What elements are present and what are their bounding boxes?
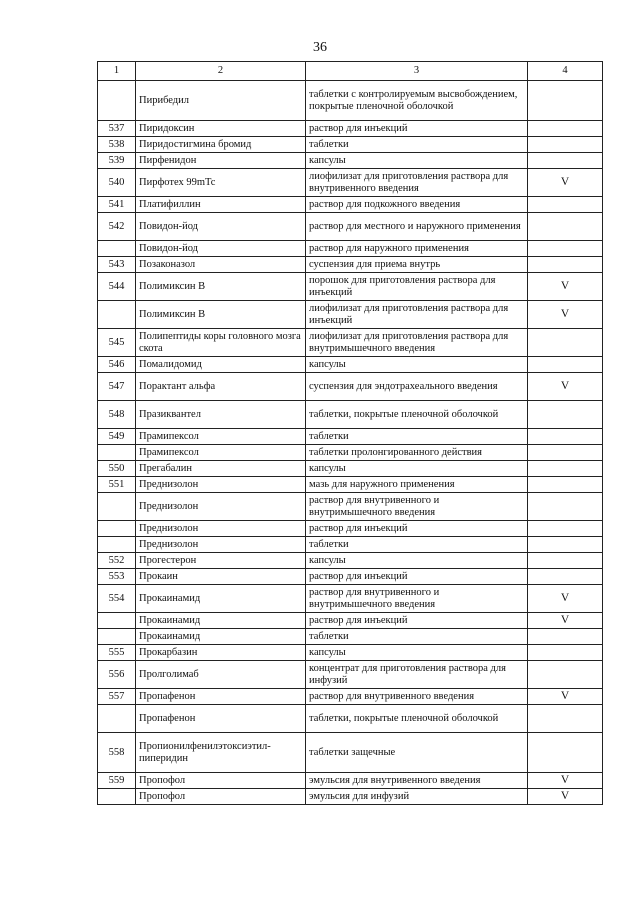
table-row — [98, 373, 603, 401]
row-number — [98, 493, 136, 521]
mark-cell: V — [528, 373, 603, 401]
mark-cell — [528, 357, 603, 373]
mark-cell — [528, 477, 603, 493]
table-row — [98, 137, 603, 153]
row-number: 538 — [98, 137, 136, 153]
mark-cell — [528, 137, 603, 153]
mark-cell — [528, 645, 603, 661]
row-number — [98, 521, 136, 537]
row-number: 552 — [98, 553, 136, 569]
row-number: 544 — [98, 273, 136, 301]
table-row — [98, 629, 603, 645]
table-row — [98, 401, 603, 429]
table-row — [98, 789, 603, 805]
dosage-form: капсулы — [306, 357, 528, 373]
mark-cell — [528, 537, 603, 553]
drug-name: Пирфенидон — [136, 153, 306, 169]
table-row — [98, 461, 603, 477]
table-row — [98, 169, 603, 197]
mark-cell: V — [528, 689, 603, 705]
dosage-form: таблетки — [306, 629, 528, 645]
mark-cell: V — [528, 273, 603, 301]
row-number — [98, 81, 136, 121]
dosage-form: раствор для подкожного введения — [306, 197, 528, 213]
dosage-form: раствор для инъекций — [306, 613, 528, 629]
row-number: 539 — [98, 153, 136, 169]
dosage-form: раствор для внутривенного и внутримышечного введения — [306, 493, 528, 521]
row-number: 547 — [98, 373, 136, 401]
table-row — [98, 585, 603, 613]
drug-name: Пирибедил — [136, 81, 306, 121]
table-row — [98, 569, 603, 585]
mark-cell — [528, 121, 603, 137]
mark-cell: V — [528, 613, 603, 629]
table-row — [98, 121, 603, 137]
row-number: 537 — [98, 121, 136, 137]
dosage-form: суспензия для эндотрахеального введения — [306, 373, 528, 401]
dosage-form: раствор для наружного применения — [306, 241, 528, 257]
row-number — [98, 613, 136, 629]
mark-cell — [528, 461, 603, 477]
dosage-form: раствор для местного и наружного применения — [306, 213, 528, 241]
dosage-form: раствор для внутривенного и внутримышечного введения — [306, 585, 528, 613]
drug-name: Преднизолон — [136, 477, 306, 493]
mark-cell — [528, 241, 603, 257]
dosage-form: капсулы — [306, 553, 528, 569]
col-header-number: 1 — [98, 62, 136, 81]
row-number: 556 — [98, 661, 136, 689]
drug-name: Преднизолон — [136, 493, 306, 521]
drug-name: Прамипексол — [136, 445, 306, 461]
row-number: 545 — [98, 329, 136, 357]
drug-name: Пиридоксин — [136, 121, 306, 137]
table-row — [98, 257, 603, 273]
drug-name: Пропофол — [136, 789, 306, 805]
dosage-form: таблетки — [306, 537, 528, 553]
drug-name: Преднизолон — [136, 537, 306, 553]
mark-cell: V — [528, 301, 603, 329]
mark-cell: V — [528, 773, 603, 789]
table-row — [98, 645, 603, 661]
table-row — [98, 705, 603, 733]
table-row — [98, 521, 603, 537]
row-number: 543 — [98, 257, 136, 273]
table-row — [98, 301, 603, 329]
dosage-form: порошок для приготовления раствора для инъекций — [306, 273, 528, 301]
dosage-form: таблетки защечные — [306, 733, 528, 773]
drug-name: Пирфотех 99mTc — [136, 169, 306, 197]
drug-name: Пиридостигмина бромид — [136, 137, 306, 153]
dosage-form: таблетки — [306, 137, 528, 153]
drug-name: Преднизолон — [136, 521, 306, 537]
row-number: 548 — [98, 401, 136, 429]
row-number — [98, 301, 136, 329]
drug-name: Полимиксин В — [136, 273, 306, 301]
mark-cell: V — [528, 789, 603, 805]
table-header-row — [98, 62, 603, 81]
drug-name: Полимиксин В — [136, 301, 306, 329]
table-row — [98, 661, 603, 689]
col-header-name: 2 — [136, 62, 306, 81]
table-row — [98, 153, 603, 169]
drug-name: Позаконазол — [136, 257, 306, 273]
row-number: 559 — [98, 773, 136, 789]
dosage-form: таблетки — [306, 429, 528, 445]
row-number: 540 — [98, 169, 136, 197]
mark-cell — [528, 197, 603, 213]
dosage-form: раствор для инъекций — [306, 569, 528, 585]
table-row — [98, 493, 603, 521]
row-number — [98, 537, 136, 553]
row-number — [98, 445, 136, 461]
dosage-form: мазь для наружного применения — [306, 477, 528, 493]
mark-cell — [528, 213, 603, 241]
mark-cell: V — [528, 169, 603, 197]
col-header-form: 3 — [306, 62, 528, 81]
dosage-form: раствор для инъекций — [306, 121, 528, 137]
mark-cell — [528, 629, 603, 645]
dosage-form: концентрат для приготовления раствора для инфузий — [306, 661, 528, 689]
dosage-form: эмульсия для инфузий — [306, 789, 528, 805]
dosage-form: эмульсия для внутривенного введения — [306, 773, 528, 789]
mark-cell — [528, 553, 603, 569]
mark-cell — [528, 521, 603, 537]
row-number: 546 — [98, 357, 136, 373]
drug-name: Пропофол — [136, 773, 306, 789]
drug-name: Празиквантел — [136, 401, 306, 429]
drug-name: Повидон-йод — [136, 213, 306, 241]
table-row — [98, 445, 603, 461]
dosage-form: раствор для внутривенного введения — [306, 689, 528, 705]
row-number — [98, 705, 136, 733]
drug-name: Прокарбазин — [136, 645, 306, 661]
mark-cell — [528, 705, 603, 733]
mark-cell: V — [528, 585, 603, 613]
row-number: 558 — [98, 733, 136, 773]
dosage-form: лиофилизат для приготовления раствора для внутримышечного введения — [306, 329, 528, 357]
mark-cell — [528, 661, 603, 689]
drug-table — [97, 61, 603, 805]
dosage-form: таблетки, покрытые пленочной оболочкой — [306, 705, 528, 733]
drug-name: Прегабалин — [136, 461, 306, 477]
dosage-form: таблетки, покрытые пленочной оболочкой — [306, 401, 528, 429]
row-number: 549 — [98, 429, 136, 445]
drug-name: Прогестерон — [136, 553, 306, 569]
table-row — [98, 477, 603, 493]
drug-name: Пропионилфенилэтоксиэтил-пиперидин — [136, 733, 306, 773]
drug-name: Прокаинамид — [136, 629, 306, 645]
dosage-form: лиофилизат для приготовления раствора для инъекций — [306, 301, 528, 329]
mark-cell — [528, 493, 603, 521]
row-number: 553 — [98, 569, 136, 585]
drug-name: Прамипексол — [136, 429, 306, 445]
table-row — [98, 241, 603, 257]
drug-name: Помалидомид — [136, 357, 306, 373]
dosage-form: капсулы — [306, 461, 528, 477]
table-row — [98, 213, 603, 241]
table-row — [98, 553, 603, 569]
table-row — [98, 773, 603, 789]
table-row — [98, 197, 603, 213]
dosage-form: таблетки с контролируемым высвобождением, покрытые пленочной оболочкой — [306, 81, 528, 121]
row-number: 550 — [98, 461, 136, 477]
row-number: 541 — [98, 197, 136, 213]
drug-name: Полипептиды коры головного мозга скота — [136, 329, 306, 357]
dosage-form: таблетки пролонгированного действия — [306, 445, 528, 461]
dosage-form: раствор для инъекций — [306, 521, 528, 537]
table-row — [98, 357, 603, 373]
row-number — [98, 241, 136, 257]
dosage-form: капсулы — [306, 645, 528, 661]
mark-cell — [528, 81, 603, 121]
dosage-form: суспензия для приема внутрь — [306, 257, 528, 273]
mark-cell — [528, 329, 603, 357]
drug-name: Прокаинамид — [136, 585, 306, 613]
table-row — [98, 537, 603, 553]
table-row — [98, 329, 603, 357]
row-number: 551 — [98, 477, 136, 493]
dosage-form: капсулы — [306, 153, 528, 169]
row-number: 555 — [98, 645, 136, 661]
mark-cell — [528, 153, 603, 169]
mark-cell — [528, 429, 603, 445]
drug-name: Пропафенон — [136, 689, 306, 705]
row-number: 554 — [98, 585, 136, 613]
drug-name: Прокаин — [136, 569, 306, 585]
col-header-mark: 4 — [528, 62, 603, 81]
row-number: 542 — [98, 213, 136, 241]
mark-cell — [528, 733, 603, 773]
mark-cell — [528, 569, 603, 585]
table-row — [98, 689, 603, 705]
table-row — [98, 733, 603, 773]
drug-name: Повидон-йод — [136, 241, 306, 257]
page-number: 36 — [313, 40, 327, 55]
drug-name: Пролголимаб — [136, 661, 306, 689]
drug-name: Пропафенон — [136, 705, 306, 733]
mark-cell — [528, 401, 603, 429]
dosage-form: лиофилизат для приготовления раствора для внутривенного введения — [306, 169, 528, 197]
table-row — [98, 613, 603, 629]
row-number — [98, 629, 136, 645]
drug-name: Прокаинамид — [136, 613, 306, 629]
drug-name: Порактант альфа — [136, 373, 306, 401]
table-row — [98, 81, 603, 121]
table-row — [98, 429, 603, 445]
mark-cell — [528, 257, 603, 273]
table-row — [98, 273, 603, 301]
mark-cell — [528, 445, 603, 461]
row-number — [98, 789, 136, 805]
row-number: 557 — [98, 689, 136, 705]
drug-name: Платифиллин — [136, 197, 306, 213]
